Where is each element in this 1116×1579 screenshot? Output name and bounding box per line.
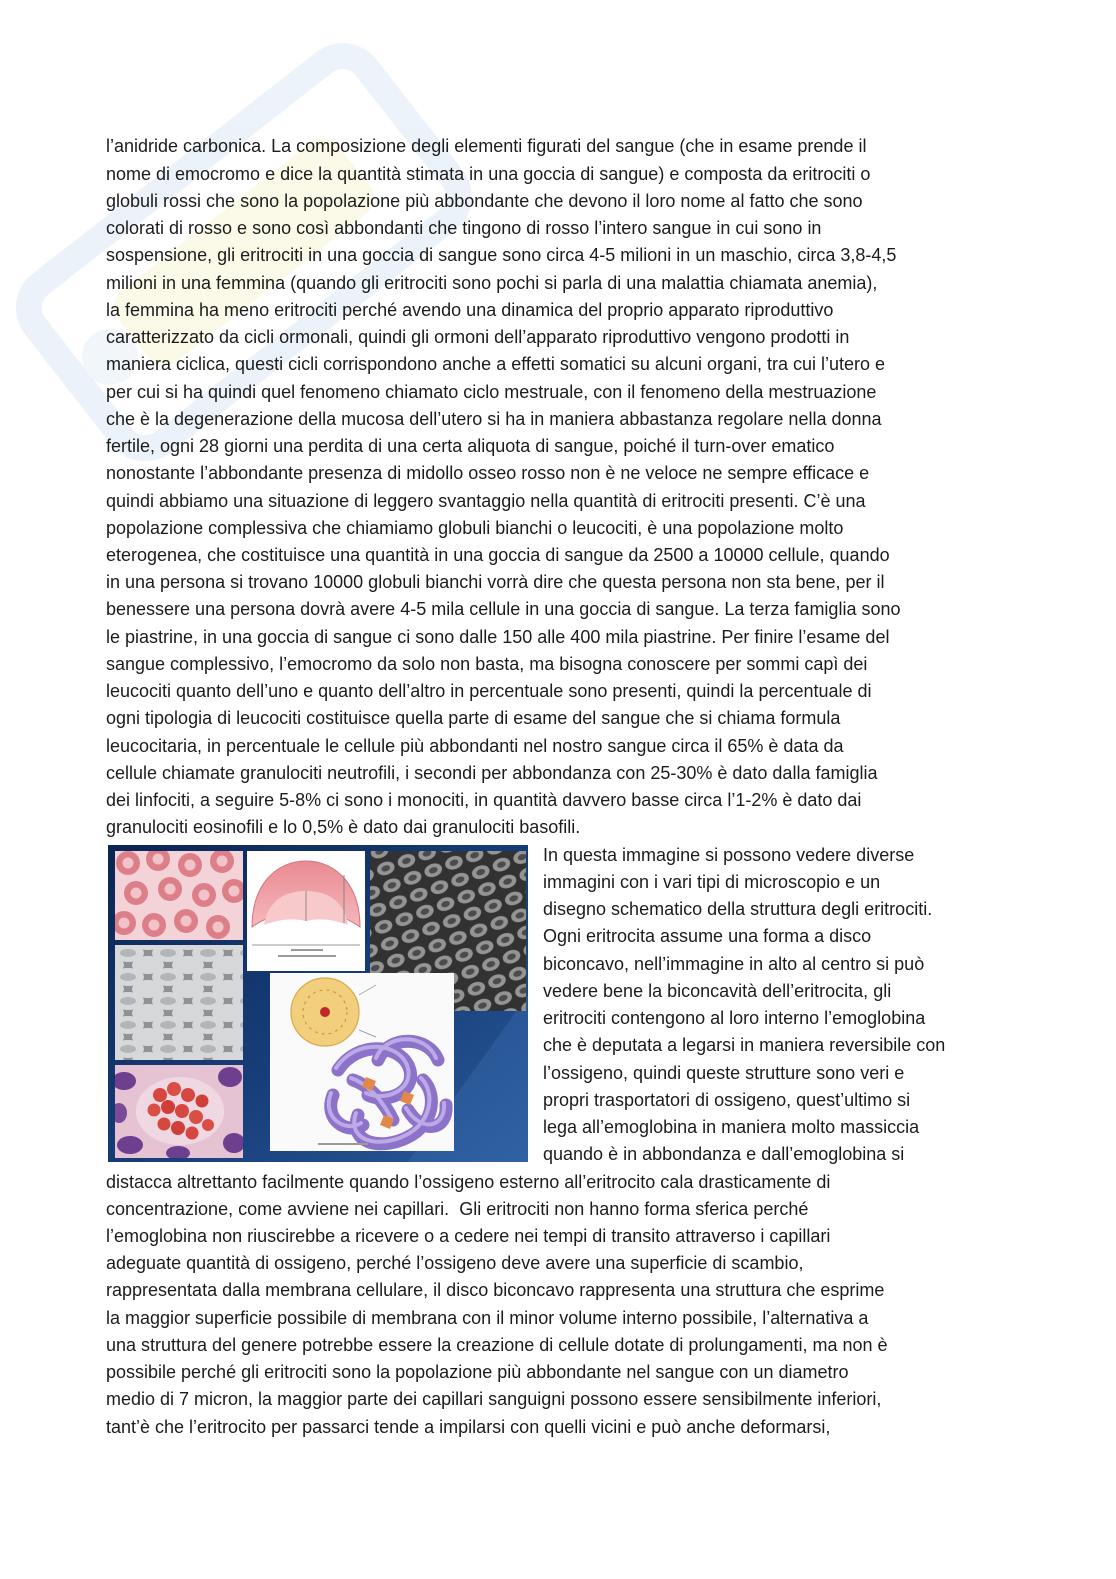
- rbc-light-micrograph-panel: [112, 847, 246, 940]
- text-line: la femmina ha meno eritrociti perché avendo una dinamica del proprio apparato riproduttivo: [106, 299, 834, 320]
- rbc-cross-section-diagram: [247, 851, 365, 971]
- text-line: adeguate quantità di ossigeno, perché l’ossigeno deve avere una superficie di scambio,: [106, 1253, 804, 1274]
- text-line: propri trasportatori di ossigeno, quest’ultimo si: [543, 1089, 911, 1110]
- text-line: quindi abbiamo una situazione di leggero svantaggio nella quantità di eritrociti presenti. C’è una: [106, 490, 866, 511]
- text-line: caratterizzato da cicli ormonali, quindi gli ormoni dell’apparato riproduttivo vengono prodotti in: [106, 327, 850, 348]
- text-line: leucociti quanto dell’uno e quanto dell’altro in percentuale sono presenti, quindi la percentuale di: [106, 681, 872, 702]
- text-line: eritrociti contengono al loro interno l’emoglobina: [543, 1008, 926, 1029]
- text-line: quando è in abbondanza e dall’emoglobina si: [543, 1144, 905, 1165]
- text-line: biconcavo, nell’immagine in alto al centro si può: [543, 953, 925, 974]
- figure-blood-cells-composite: [108, 845, 528, 1162]
- hemoglobin-diagram: [270, 973, 454, 1151]
- text-line: possibile perché gli eritrociti sono la popolazione più abbondante nel sangue con un diametro: [106, 1362, 849, 1383]
- text-line: colorati di rosso e sono così abbondanti che tingono di rosso l’intero sangue in cui sono in: [106, 218, 822, 239]
- text-line: l’emoglobina non riuscirebbe a ricevere o a cedere nei tempi di transito attraverso i capillari: [106, 1226, 831, 1246]
- text-line: sospensione, gli eritrociti in una goccia di sangue sono circa 4-5 milioni in un maschio, circa 3,8-4,5: [106, 245, 897, 266]
- text-line: lega all’emoglobina in maniera molto massiccia: [543, 1117, 920, 1138]
- text-line: che è deputata a legarsi in maniera reversibile con: [543, 1035, 946, 1056]
- text-line: leucocitaria, in percentuale le cellule più abbondanti nel nostro sangue circa il 65% è data da: [106, 735, 844, 756]
- text-line: l’ossigeno, quindi queste strutture sono veri e: [543, 1062, 905, 1083]
- text-line: milioni in una femmina (quando gli eritrociti sono pochi si parla di una malattia chiamata anemia),: [106, 272, 878, 293]
- text-line: fertile, ogni 28 giorni una perdita di una certa aliquota di sangue, poiché il turn-over ematico: [106, 436, 835, 457]
- text-line: popolazione complessiva che chiamiamo globuli bianchi o leucociti, è una popolazione molto: [106, 517, 844, 538]
- text-line: le piastrine, in una goccia di sangue ci sono dalle 150 alle 400 mila piastrine. Per finire l’esame del: [106, 626, 890, 647]
- text-line: immagini con i vari tipi di microscopio e un: [543, 871, 881, 892]
- text-line: per cui si ha quindi quel fenomeno chiamato ciclo mestruale, con il fenomeno della mestruazione: [106, 381, 877, 402]
- text-line: cellule chiamate granulociti neutrofili, i secondi per abbondanza con 25-30% è dato dalla famiglia: [106, 762, 878, 783]
- text-line: ogni tipologia di leucociti costituisce quella parte di esame del sangue che si chiama formula: [106, 708, 841, 729]
- text-line: maniera ciclica, questi cicli corrispondono anche a effetti somatici su alcuni organi, tra cui l’utero e: [106, 354, 886, 375]
- text-line: distacca altrettanto facilmente quando l’ossigeno esterno all’eritrocito cala drasticamente di: [106, 1171, 831, 1192]
- text-line: benessere una persona dovrà avere 4-5 mila cellule in una goccia di sangue. La terza famiglia sono: [106, 599, 901, 620]
- text-line: In questa immagine si possono vedere diverse: [543, 844, 915, 865]
- text-line: dei linfociti, a seguire 5-8% ci sono i monociti, in quantità davvero basse circa l’1-2% è dato dai: [106, 790, 862, 811]
- text-line: una struttura del genere potrebbe essere la creazione di cellule dotate di prolungamenti, ma non è: [106, 1334, 888, 1355]
- text-line: Ogni eritrocita assume una forma a disco: [543, 926, 872, 947]
- text-line: che è la degenerazione della mucosa dell’utero si ha in maniera abbastanza regolare nella donna: [106, 408, 882, 429]
- text-line: tant’è che l’eritrocito per passarci tende a impilarsi con quelli vicini e può anche deformarsi,: [106, 1416, 831, 1437]
- text-line: rappresentata dalla membrana cellulare, il disco biconcavo rappresenta una struttura che esprime: [106, 1280, 885, 1301]
- text-line: la maggior superficie possibile di membrana con il minor volume interno possibile, l’alternativa a: [106, 1307, 869, 1328]
- text-line: in una persona si trovano 10000 globuli bianchi vorrà dire che questa persona non sta bene, per il: [106, 572, 885, 593]
- text-line: nome di emocromo e dice la quantità stimata in una goccia di sangue) e composta da eritrociti o: [106, 163, 871, 184]
- text-line: globuli rossi che sono la popolazione più abbondante che devono il loro nome al fatto che sono: [106, 190, 863, 211]
- text-line: eterogenea, che costituisce una quantità in una goccia di sangue da 2500 a 10000 cellule, quando: [106, 545, 890, 565]
- text-line: nonostante l’abbondante presenza di midollo osseo rosso non è ne veloce ne sempre efficace e: [106, 463, 870, 484]
- text-line: sangue complessivo, l’emocromo da solo non basta, ma bisogna conoscere per sommi capì dei: [106, 653, 868, 674]
- blood-smear-panel: [111, 1065, 245, 1160]
- rbc-sem-panel: [115, 945, 243, 1060]
- text-line: concentrazione, come avviene nei capillari. Gli eritrociti non hanno forma sferica perché: [106, 1198, 809, 1219]
- text-line: vedere bene la biconcavità dell’eritrocita, gli: [543, 980, 892, 1001]
- text-line: disegno schematico della struttura degli eritrociti.: [543, 899, 933, 920]
- text-line: granulociti eosinofili e lo 0,5% è dato dai granulociti basofili.: [106, 817, 581, 838]
- text-line: l’anidride carbonica. La composizione degli elementi figurati del sangue (che in esame prende il: [106, 136, 867, 157]
- text-line: medio di 7 micron, la maggior parte dei capillari sanguigni possono essere sensibilmente inferiori,: [106, 1389, 882, 1410]
